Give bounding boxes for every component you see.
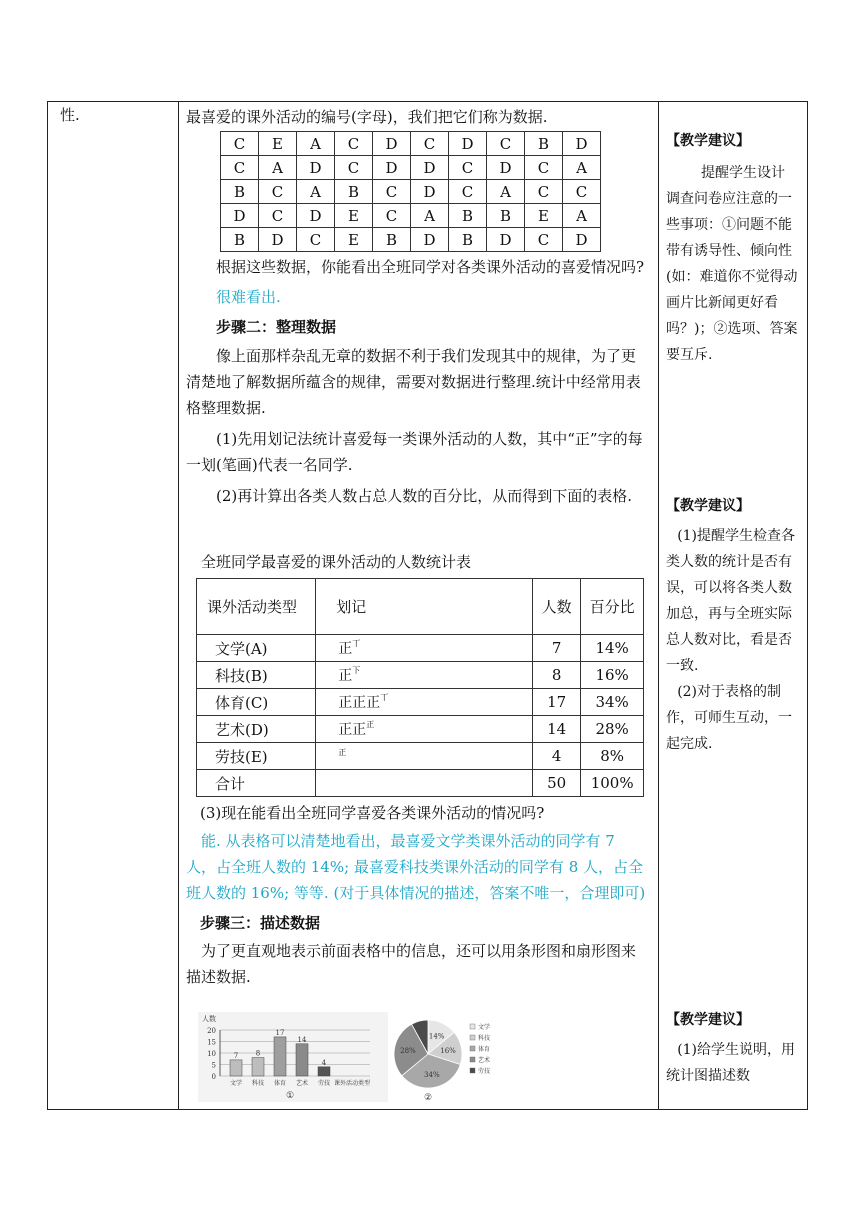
step3-heading: 步骤三：描述数据 [200,914,321,932]
answer-1: 很难看出. [216,288,281,306]
cell-type: 劳技(E) [197,743,316,770]
grid-cell: B [487,204,525,228]
side-tag-2: 【教学建议】 [666,498,750,514]
tally-partial: 正 [338,748,347,757]
cell-percent: 100% [581,770,644,797]
legend-label: 文学 [478,1024,491,1031]
legend-swatch [470,1035,475,1040]
grid-cell: C [525,228,563,252]
main-column-lower [186,800,648,990]
cell-count: 7 [533,635,581,662]
tally-strokes: 正正正 [338,695,381,711]
legend-swatch [470,1046,475,1051]
bar-value-label: 7 [233,1051,239,1060]
chart-caption: ② [423,1093,433,1102]
x-axis-label: 课外活动类型 [333,1080,371,1087]
grid-cell: A [563,156,601,180]
side-tag-1: 【教学建议】 [666,133,750,149]
legend-label: 劳技 [478,1068,491,1075]
grid-cell: C [373,180,411,204]
column-divider [178,102,179,1109]
grid-row [221,204,601,228]
table-row [197,743,644,770]
table-row [197,770,644,797]
grid-cell: D [373,132,411,156]
grid-cell: B [525,132,563,156]
x-tick-label: 艺术 [295,1080,309,1087]
bar-chart [198,1012,388,1102]
tally-strokes: 正 [338,668,353,684]
cell-type: 体育(C) [197,689,316,716]
bar-value-label: 14 [297,1035,307,1044]
bar [230,1060,242,1076]
grid-cell: C [221,156,259,180]
tally-partial: 丅 [380,693,389,702]
legend-swatch [470,1057,475,1062]
tally-strokes: 正正 [338,722,367,738]
cell-percent: 28% [581,716,644,743]
grid-cell: A [563,204,601,228]
answer-3: 能. 从表格可以清楚地看出，最喜爱文学类课外活动的同学有 7 人，占全班人数的 14%; 最喜爱科技类课外活动的同学有 8 人，占全班人数的 16%; 等等. (对于具体情况的描述，答案不唯一，合理即可) [186,832,646,902]
question-3: (3)现在能看出全班同学喜爱各类课外活动的情况吗? [200,804,545,822]
grid-cell: E [335,204,373,228]
grid-cell: C [221,132,259,156]
x-tick-label: 科技 [251,1080,265,1087]
grid-cell: C [335,156,373,180]
side-text-3: (1)给学生说明，用统计图描述数 [666,1042,796,1084]
main-column-body [186,254,648,509]
grid-cell: C [373,204,411,228]
cell-type: 科技(B) [197,662,316,689]
grid-cell: C [487,132,525,156]
cell-tally [316,770,533,797]
cell-type: 合计 [197,770,316,797]
question-1: 根据这些数据，你能看出全班同学对各类课外活动的喜爱情况吗? [216,258,645,276]
side-note-2 [666,493,798,757]
bar-value-label: 17 [275,1028,285,1037]
step2-para-3: (2)再计算出各类人数占总人数的百分比，从而得到下面的表格. [216,487,633,505]
step2-para-2: (1)先用划记法统计喜爱每一类课外活动的人数，其中“正”字的每一划(笔画)代表一名同学. [186,430,643,474]
legend-swatch [470,1024,475,1029]
side-text-1: 提醒学生设计调查问卷应注意的一些事项：①问题不能带有诱导性、倾向性(如：难道你不觉得动画片比新闻更好看吗？)；②选项、答案要互斥. [666,165,798,363]
grid-row [221,132,601,156]
legend-swatch [470,1068,475,1073]
grid-row [221,228,601,252]
y-axis-label: 人数 [202,1015,216,1023]
side-note-3 [666,1007,798,1089]
grid-cell: D [411,180,449,204]
cell-percent: 34% [581,689,644,716]
grid-cell: D [411,156,449,180]
cell-count: 17 [533,689,581,716]
grid-cell: A [411,204,449,228]
pie-slice-label: 16% [440,1047,456,1056]
grid-cell: A [297,132,335,156]
cell-count: 14 [533,716,581,743]
grid-cell: D [563,132,601,156]
grid-cell: D [449,132,487,156]
grid-cell: C [259,204,297,228]
cell-percent: 8% [581,743,644,770]
x-tick-label: 劳技 [317,1080,331,1087]
y-tick-label: 0 [211,1073,216,1081]
grid-cell: D [221,204,259,228]
grid-row [221,156,601,180]
bar-value-label: 4 [321,1058,327,1067]
grid-cell: E [259,132,297,156]
tally-partial: 正 [366,720,375,729]
header-tally: 划记 [316,579,533,635]
legend-label: 科技 [478,1035,491,1042]
side-note-1 [666,128,798,368]
step2-heading: 步骤二：整理数据 [216,318,337,336]
cell-tally [316,662,533,689]
bar [274,1037,286,1076]
bar [318,1067,330,1076]
side-tag-3: 【教学建议】 [666,1012,750,1028]
cell-tally [316,743,533,770]
grid-cell: A [487,180,525,204]
cell-type: 文学(A) [197,635,316,662]
grid-cell: E [335,228,373,252]
y-tick-label: 5 [211,1061,216,1070]
table-row [197,689,644,716]
side-text-2b: (2)对于表格的制作，可师生互动，一起完成. [666,684,792,752]
pie-chart [388,1012,508,1102]
step3-para-1: 为了更直观地表示前面表格中的信息，还可以用条形图和扇形图来描述数据. [186,942,637,986]
cell-tally [316,689,533,716]
main-column [186,104,648,130]
grid-row [221,180,601,204]
bar [296,1044,308,1076]
pie-slice-label: 34% [424,1071,440,1080]
grid-cell: B [221,180,259,204]
cell-count: 50 [533,770,581,797]
grid-cell: D [373,156,411,180]
grid-cell: B [449,228,487,252]
grid-cell: D [297,204,335,228]
bar-value-label: 8 [255,1049,261,1058]
tally-partial: 丅 [352,639,361,648]
table-row [197,716,644,743]
grid-cell: D [563,228,601,252]
grid-cell: D [487,156,525,180]
grid-cell: D [487,228,525,252]
chart-caption: ① [285,1091,295,1101]
cell-count: 4 [533,743,581,770]
grid-cell: D [411,228,449,252]
grid-cell: B [449,204,487,228]
grid-cell: C [297,228,335,252]
table-row [197,662,644,689]
cell-tally [316,716,533,743]
grid-cell: C [411,132,449,156]
grid-cell: A [297,180,335,204]
y-tick-label: 10 [207,1050,216,1058]
grid-cell: C [525,180,563,204]
table-caption: 全班同学最喜爱的课外活动的人数统计表 [201,553,472,571]
grid-cell: C [259,180,297,204]
tally-strokes: 正 [338,641,353,657]
raw-data-grid [220,131,601,252]
grid-cell: B [373,228,411,252]
grid-cell: E [525,204,563,228]
tally-partial: 下 [352,666,361,675]
left-column-text: 性. [60,106,80,124]
grid-cell: C [563,180,601,204]
bar [252,1058,264,1076]
step2-para-1: 像上面那样杂乱无章的数据不利于我们发现其中的规律，为了更清楚地了解数据所蕴含的规律，需要对数据进行整理.统计中经常用表格整理数据. [186,347,641,417]
table-row [197,635,644,662]
grid-cell: A [259,156,297,180]
y-tick-label: 15 [207,1038,216,1047]
chart-background [198,1012,388,1102]
stat-table [196,578,644,797]
grid-cell: C [449,180,487,204]
x-tick-label: 体育 [273,1080,287,1087]
grid-cell: B [221,228,259,252]
header-count: 人数 [533,579,581,635]
grid-cell: C [335,132,373,156]
pie-slice-label: 14% [428,1032,445,1041]
x-tick-label: 文学 [229,1080,243,1087]
cell-tally [316,635,533,662]
grid-cell: D [297,156,335,180]
pie-slice-label: 28% [400,1047,416,1056]
y-tick-label: 20 [207,1027,216,1035]
grid-cell: C [525,156,563,180]
intro-text: 最喜爱的课外活动的编号(字母)，我们把它们称为数据. [186,108,548,126]
side-text-2a: (1)提醒学生检查各类人数的统计是否有误，可以将各类人数加总，再与全班实际总人数对比，看是否一致. [666,528,796,674]
cell-count: 8 [533,662,581,689]
cell-percent: 16% [581,662,644,689]
legend-label: 体育 [478,1046,491,1053]
header-percent: 百分比 [581,579,644,635]
grid-cell: C [449,156,487,180]
header-type: 课外活动类型 [197,579,316,635]
grid-cell: D [259,228,297,252]
grid-cell: B [335,180,373,204]
legend-label: 艺术 [478,1057,491,1064]
column-divider [658,102,659,1109]
cell-percent: 14% [581,635,644,662]
cell-type: 艺术(D) [197,716,316,743]
